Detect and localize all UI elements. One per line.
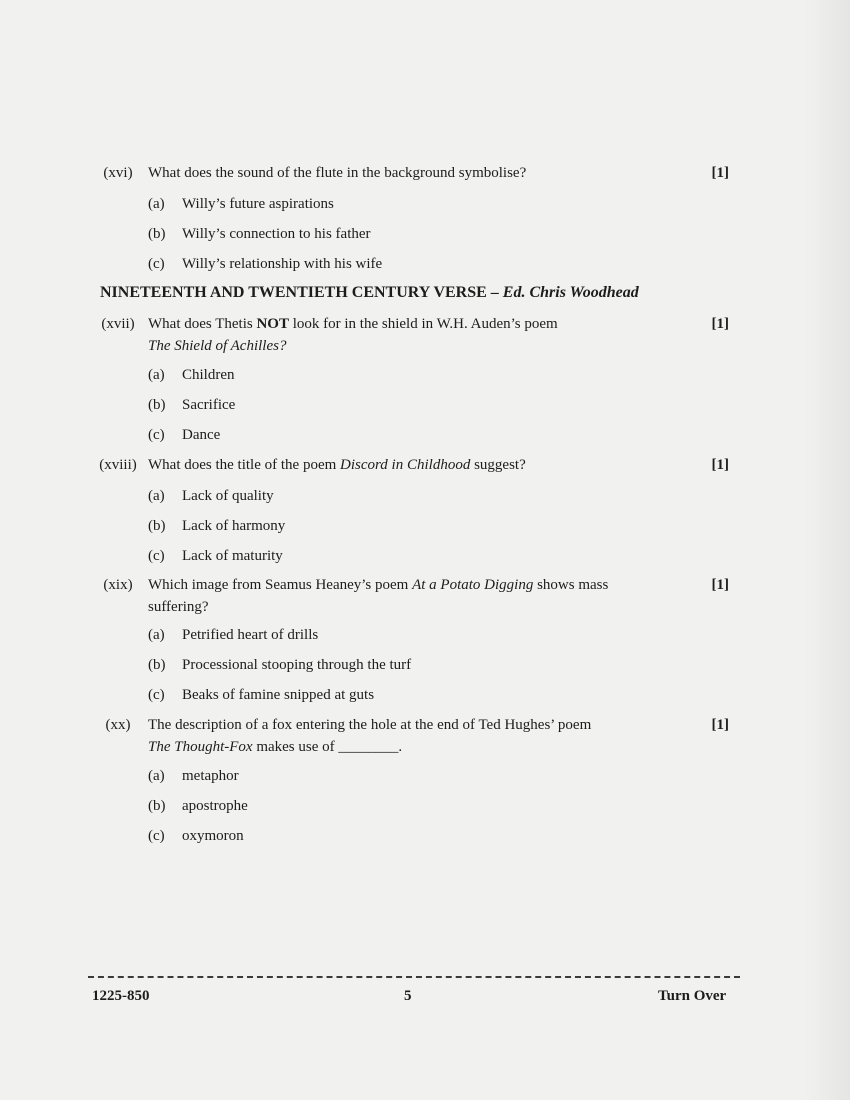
- question-marks: [1]: [711, 316, 729, 332]
- option-a: (a) metaphor: [148, 768, 239, 784]
- option-b: (b) Sacrifice: [148, 397, 236, 413]
- question-marks: [1]: [711, 577, 729, 593]
- question-number: (xx): [105, 717, 131, 733]
- question-marks: [1]: [711, 717, 729, 733]
- option-c: (c) Lack of maturity: [148, 548, 283, 564]
- question-marks: [1]: [711, 165, 729, 181]
- option-c: (c) Willy’s relationship with his wife: [148, 256, 383, 272]
- question-text: What does the title of the poem Discord in Childhood suggest?: [148, 457, 526, 473]
- option-b: (b) apostrophe: [148, 798, 248, 814]
- page-number: 5: [404, 988, 412, 1004]
- question-text: The description of a fox entering the hole at the end of Ted Hughes’ poem The Thought-Fox makes use of ________.: [148, 717, 592, 755]
- section-editor: Ed. Chris Woodhead: [502, 284, 639, 301]
- question-number: (xix): [103, 577, 133, 593]
- section-title: NINETEENTH AND TWENTIETH CENTURY VERSE –: [100, 284, 503, 301]
- question-text: Which image from Seamus Heaney’s poem At a Potato Digging shows mass suffering?: [148, 577, 609, 615]
- option-a: (a) Willy’s future aspirations: [148, 196, 334, 212]
- option-b: (b) Processional stooping through the turf: [148, 657, 412, 673]
- footer-divider: [88, 976, 740, 978]
- question-number: (xvii): [101, 316, 135, 332]
- option-a: (a) Lack of quality: [148, 488, 274, 504]
- option-a: (a) Children: [148, 367, 235, 383]
- section-heading: [100, 282, 720, 304]
- turn-over-label: Turn Over: [658, 988, 727, 1004]
- paper-code: 1225-850: [92, 988, 150, 1004]
- scan-shadow: [804, 0, 850, 1100]
- option-a: (a) Petrified heart of drills: [148, 627, 319, 643]
- option-c: (c) oxymoron: [148, 828, 244, 844]
- question-number: (xvi): [103, 165, 133, 181]
- question-text: What does Thetis NOT look for in the shield in W.H. Auden’s poem The Shield of Achilles?: [148, 316, 558, 354]
- option-b: (b) Lack of harmony: [148, 518, 286, 534]
- option-c: (c) Beaks of famine snipped at guts: [148, 687, 375, 703]
- option-b: (b) Willy’s connection to his father: [148, 226, 371, 242]
- question-text: What does the sound of the flute in the background symbolise?: [148, 165, 527, 181]
- option-c: (c) Dance: [148, 427, 221, 443]
- question-marks: [1]: [711, 457, 729, 473]
- question-number: (xviii): [99, 457, 137, 473]
